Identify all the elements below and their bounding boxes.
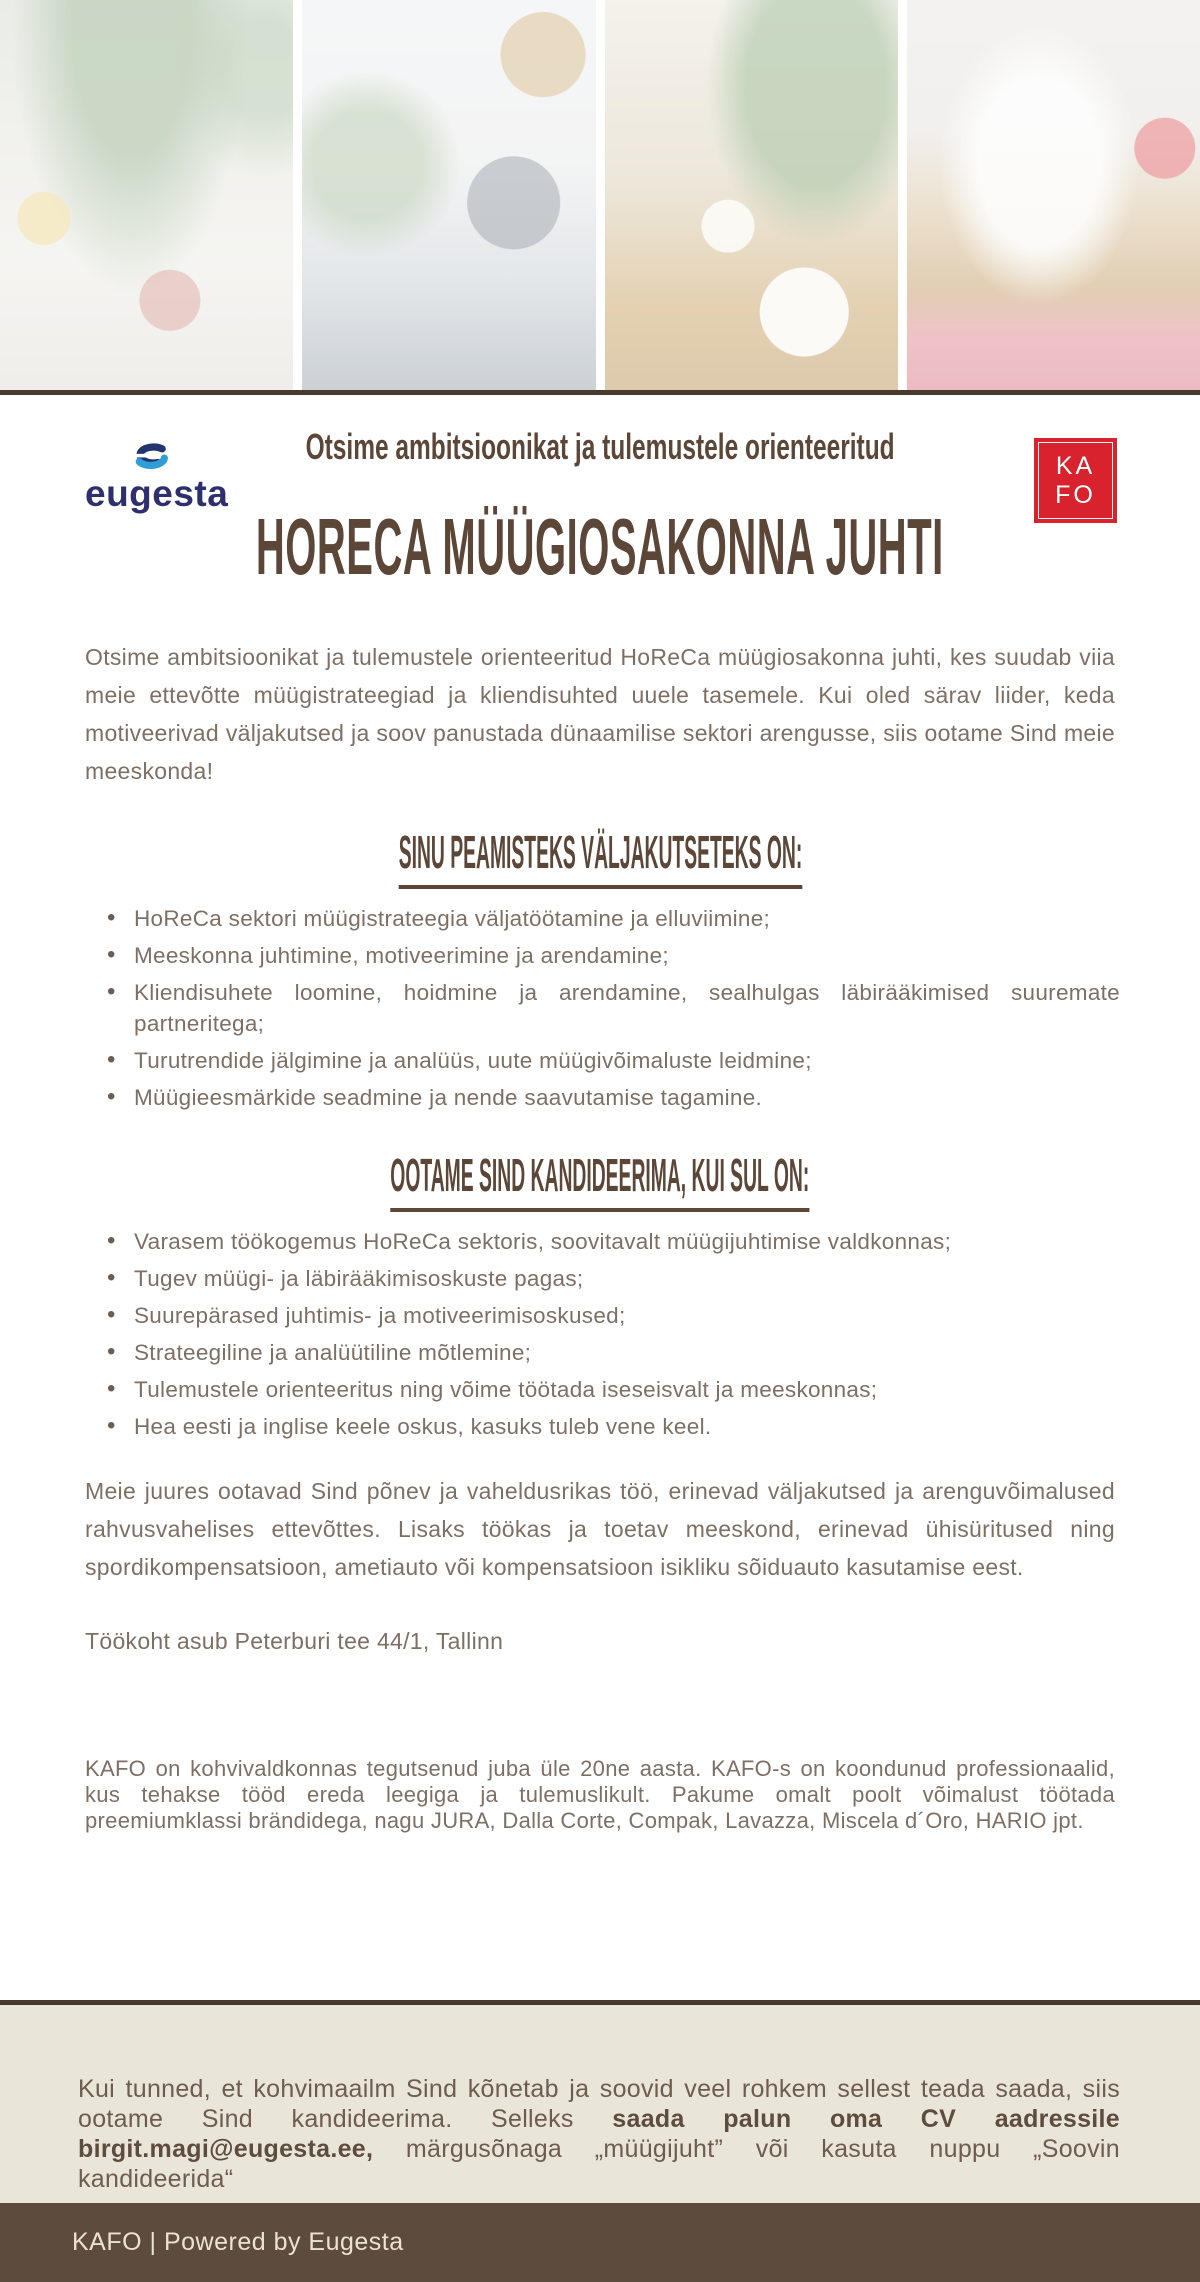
location-line: Töökoht asub Peterburi tee 44/1, Tallinn	[85, 1628, 504, 1654]
intro-paragraph: Otsime ambitsioonikat ja tulemustele orienteeritud HoReCa müügiosakonna juhti, kes suudab viia meie ettevõtte müügistrateegiad ja kliendisuhted uuele tasemele. Kui oled särav liider, keda motiveerivad väljakutsed ja soov panustada dünaamilise sektori arengusse, siis ootame Sind meie meeskonda!	[85, 644, 1115, 784]
photo-collage	[0, 0, 1200, 390]
list-item: • Müügieesmärkide seadmine ja nende saavutamise tagamine.	[105, 1082, 1120, 1113]
eugesta-logo-icon	[127, 439, 173, 473]
about-kafo-paragraph: KAFO on kohvivaldkonnas tegutsenud juba üle 20ne aasta. KAFO-s on koondunud professionaalid, kus tehakse tööd ereda leegiga ja tulemuslikult. Pakume omalt poolt võimalust töötada preemiumklassi brändidega, nagu JURA, Dalla Corte, Compak, Lavazza, Miscela d´Oro, HARIO jpt.	[85, 1756, 1115, 1833]
kafo-logo	[1034, 438, 1117, 523]
list-item: • Meeskonna juhtimine, motiveerimine ja arendamine;	[105, 940, 1120, 971]
eugesta-logo-text: eugesta	[85, 473, 229, 514]
challenges-list	[105, 903, 1120, 1113]
kafo-logo-line1: KA	[1055, 451, 1096, 480]
list-item: • Varasem töökogemus HoReCa sektoris, soovitavalt müügijuhtimise valdkonnas;	[105, 1226, 1120, 1257]
coffee-machine-display-photo	[0, 0, 293, 390]
list-item: • Kliendisuhete loomine, hoidmine ja arendamine, sealhulgas läbirääkimised suuremate partneritega;	[105, 977, 1120, 1039]
cta-text-part2: märgusõnaga „müügijuht” või kasuta nuppu „Soovin kandideerida“	[78, 2135, 1120, 2193]
list-item: • Suurepärased juhtimis- ja motiveerimisoskused;	[105, 1300, 1120, 1331]
page-title: HORECA MÜÜGIOSAKONNA JUHTI	[256, 502, 944, 591]
section-heading-challenges: SINU PEAMISTEKS VÄLJAKUTSETEKS ON:	[398, 826, 802, 889]
main-content	[0, 395, 1200, 2000]
cta-box	[0, 2000, 1200, 2203]
kafo-logo-line2: FO	[1055, 480, 1096, 509]
lavazza-coffee-still-life-photo	[605, 0, 898, 390]
list-item: • Strateegiline ja analüütiline mõtlemine;	[105, 1337, 1120, 1368]
list-item: • HoReCa sektori müügistrateegia väljatöötamine ja elluviimine;	[105, 903, 1120, 934]
list-item: • Tulemustele orienteeritus ning võime töötada iseseisvalt ja meeskonnas;	[105, 1374, 1120, 1405]
list-item: • Hea eesti ja inglise keele oskus, kasuks tuleb vene keel.	[105, 1411, 1120, 1442]
list-item: • Tugev müügi- ja läbirääkimisoskuste pagas;	[105, 1263, 1120, 1294]
footer-bar	[0, 2203, 1200, 2282]
list-item: • Turutrendide jälgimine ja analüüs, uute müügivõimaluste leidmine;	[105, 1045, 1120, 1076]
section-heading-requirements: OOTAME SIND KANDIDEERIMA, KUI SUL ON:	[391, 1149, 810, 1212]
cta-paragraph	[78, 2074, 1120, 2194]
cta-email-bold: saada palun oma CV aadressile birgit.magi@eugesta.ee,	[78, 2105, 1121, 2163]
office-coffee-corner-photo	[302, 0, 595, 390]
offer-paragraph: Meie juures ootavad Sind põnev ja vaheldusrikas töö, erinevad väljakutsed ja arenguvõimalused rahvusvahelises ettevõttes. Lisaks töökas ja toetav meeskond, erinevad ühisüritused ning spordikompensatsioon, ametiauto või kompensatsioon isikliku sõiduauto kasutamise eest.	[85, 1478, 1115, 1580]
requirements-list	[105, 1226, 1120, 1442]
kicker-heading: Otsime ambitsioonikat ja tulemustele orienteeritud	[305, 426, 895, 467]
eugesta-logo	[85, 439, 229, 514]
cta-text-part1: Kui tunned, et kohvimaailm Sind kõnetab ja soovid veel rohkem sellest teada saada, siis ootame Sind kandideerima. Selleks	[78, 2075, 1120, 2133]
footer-text: KAFO | Powered by Eugesta	[72, 2228, 404, 2256]
kafo-expo-stand-photo	[907, 0, 1200, 390]
